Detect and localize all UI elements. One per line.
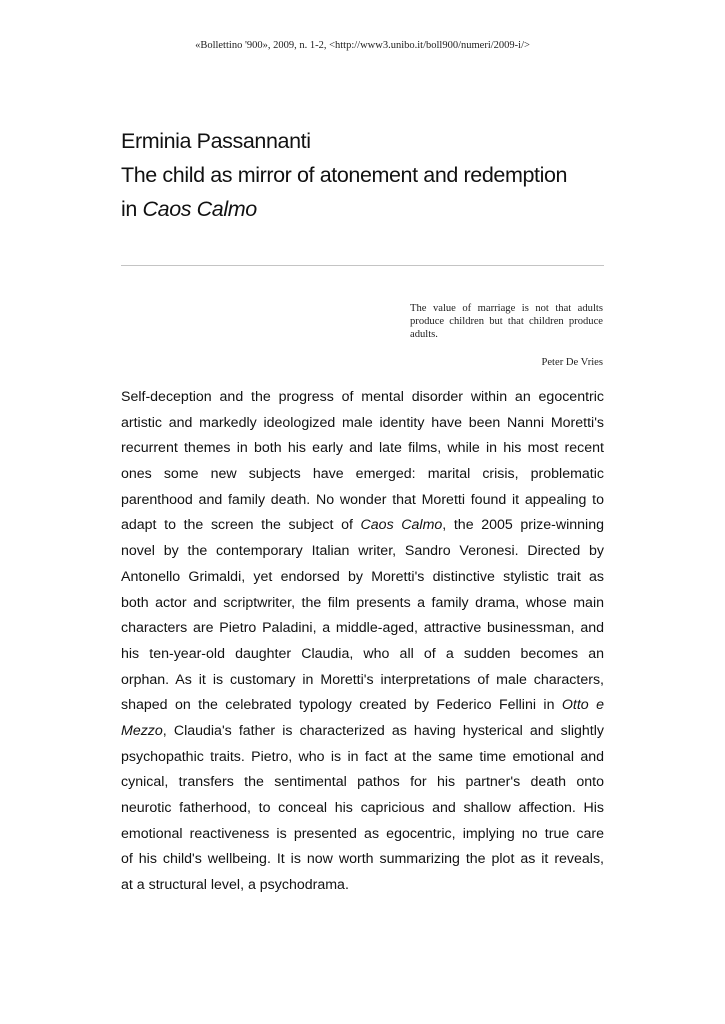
body-line: psychopathic traits. Pietro, who is in fact at the same time emotional and: [121, 748, 604, 765]
body-line: novel by the contemporary Italian writer, Sandro Veronesi. Directed by: [121, 543, 604, 560]
body-text-segment: adapt to the screen the subject of: [121, 517, 361, 534]
body-line: orphan. As it is customary in Moretti's interpretations of male characters,: [121, 671, 604, 688]
epigraph-author: Peter De Vries: [541, 357, 603, 368]
body-text-segment: , the 2005 prize-winning: [442, 517, 604, 534]
film-title-caos-calmo: Caos Calmo: [360, 517, 443, 534]
body-line: [121, 513, 604, 539]
body-line: Self-deception and the progress of mental disorder within an egocentric: [121, 389, 604, 405]
title-film-name: Caos Calmo: [142, 197, 257, 221]
body-line: Antonello Grimaldi, yet endorsed by Moretti's distinctive stylistic trait as: [121, 568, 604, 585]
running-head: «Bollettino '900», 2009, n. 1-2, <http://www3.unibo.it/boll900/numeri/2009-i/>: [195, 40, 530, 51]
body-text-segment: shaped on the celebrated typology created by Federico Fellini in: [121, 697, 562, 714]
body-line: his ten-year-old daughter Claudia, who all of a sudden becomes an: [121, 645, 604, 662]
epigraph-quote: The value of marriage is not that adults produce children but that children produce adults.: [410, 303, 603, 341]
article-title-line-2: [121, 192, 621, 226]
body-line: of his child's wellbeing. It is now worth summarizing the plot as it reveals,: [121, 851, 604, 868]
body-line: emotional reactiveness is presented as egocentric, implying no true care: [121, 825, 604, 842]
body-line: at a structural level, a psychodrama.: [121, 877, 349, 894]
film-title-otto-e-mezzo: Otto e: [561, 697, 604, 714]
body-line: parenthood and family death. No wonder that Moretti found it appealing to: [121, 491, 604, 508]
body-line: ones some new subjects have emerged: marital crisis, problematic: [121, 466, 604, 483]
body-line: cynical, transfers the sentimental pathos for his partner's death onto: [121, 774, 604, 791]
body-line: characters are Pietro Paladini, a middle-aged, attractive businessman, and: [121, 620, 604, 637]
body-line: [121, 693, 604, 719]
film-title-otto-e-mezzo-cont: Mezzo: [121, 722, 163, 739]
body-text-segment: , Claudia's father is characterized as having hysterical and slightly: [162, 722, 604, 739]
author-name: Erminia Passannanti: [121, 129, 311, 153]
body-line: artistic and markedly ideologized male identity have been Nanni Moretti's: [121, 414, 604, 431]
body-line: recurrent themes in both his early and late films, while in his most recent: [121, 440, 604, 457]
header-divider: [121, 265, 604, 266]
body-line: neurotic fatherhood, to conceal his capricious and shallow affection. His: [121, 800, 604, 816]
body-line: both actor and scriptwriter, the film presents a family drama, whose main: [121, 594, 604, 611]
title-prefix: in: [121, 197, 143, 221]
article-header: [121, 124, 621, 226]
body-paragraph: [121, 385, 604, 899]
article-title-line-1: The child as mirror of atonement and redemption: [121, 163, 568, 187]
body-line: [121, 719, 604, 745]
